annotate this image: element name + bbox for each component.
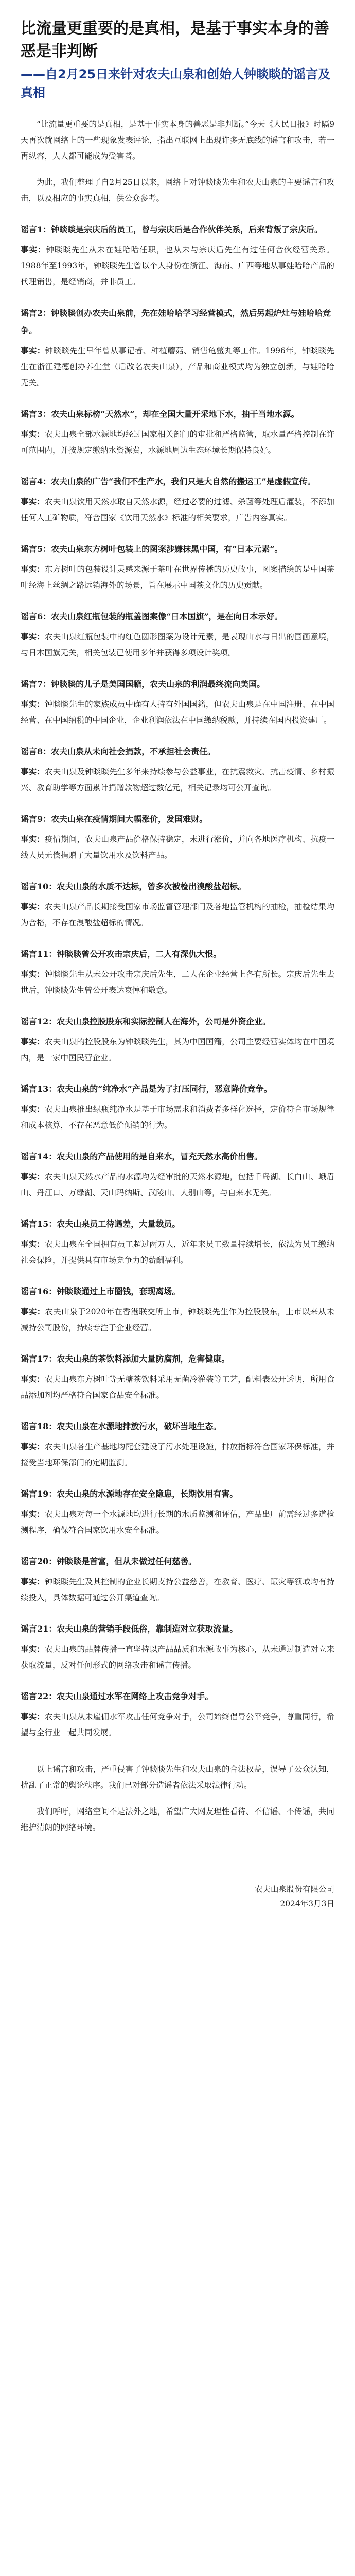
rumor-text: 农夫山泉的“纯净水”产品是为了打压同行，恶意降价竞争。 <box>57 1084 272 1094</box>
rumor-claim <box>21 1350 334 1368</box>
fact-statement <box>21 242 334 290</box>
rumor-claim <box>21 743 334 760</box>
rumor-label: 谣言20： <box>21 1556 57 1566</box>
rumor-item <box>21 1688 334 1741</box>
rumor-claim <box>21 540 334 558</box>
fact-text: 农夫山泉各生产基地均配套建设了污水处理设施，排放指标符合国家环保标准，并接受当地环保部门的定期监测。 <box>21 1442 334 1467</box>
fact-statement <box>21 1708 334 1741</box>
rumor-label: 谣言6： <box>21 612 51 621</box>
fact-label: 事实： <box>21 767 45 776</box>
rumor-claim <box>21 878 334 895</box>
rumor-item <box>21 675 334 728</box>
rumor-label: 谣言2： <box>21 308 51 318</box>
fact-text: 农夫山泉全部水源地均经过国家相关部门的审批和严格监管，取水量严格控制在许可范围内，并按规定缴纳水资源费，水源地周边生态环境长期保持良好。 <box>21 430 334 455</box>
rumor-label: 谣言10： <box>21 882 57 891</box>
closing-paragraph: 我们呼吁，网络空间不是法外之地，希望广大网友理性看待、不信谣、不传谣，共同维护清朗的网络环境。 <box>21 1807 334 1832</box>
intro-paragraph: 为此，我们整理了自2月25日以来，网络上对钟睒睒先生和农夫山泉的主要谣言和攻击，以及相应的事实真相，供公众参考。 <box>21 178 334 203</box>
rumor-text: 钟睒睒通过上市圈钱，套现离场。 <box>57 1286 181 1296</box>
rumor-label: 谣言3： <box>21 409 51 419</box>
rumor-text: 农夫山泉的营销手段低俗，靠制造对立获取流量。 <box>57 1624 238 1634</box>
rumor-label: 谣言18： <box>21 1421 57 1431</box>
rumor-claim <box>21 1620 334 1638</box>
rumor-item <box>21 608 334 661</box>
fact-label: 事实： <box>21 834 45 844</box>
rumor-label: 谣言4： <box>21 477 51 486</box>
article-subtitle: ——自2月25日来针对农夫山泉和创始人钟睒睒的谣言及真相 <box>21 67 331 100</box>
rumor-item <box>21 1283 334 1336</box>
fact-text: 农夫山泉的控股股东为钟睒睒先生，其为中国国籍，公司主要经营实体均在中国境内，是一家中国民营企业。 <box>21 1037 334 1062</box>
rumor-text: 农夫山泉的广告“我们不生产水，我们只是大自然的搬运工”是虚假宣传。 <box>51 477 316 486</box>
fact-text: 农夫山泉在全国拥有员工超过两万人，近年来员工数量持续增长，依法为员工缴纳社会保险，并提供具有市场竞争力的薪酬福利。 <box>21 1240 334 1265</box>
rumor-text: 农夫山泉从未向社会捐款，不承担社会责任。 <box>51 747 216 756</box>
fact-label: 事实： <box>21 902 45 911</box>
rumor-label: 谣言7： <box>21 679 51 689</box>
rumor-text: 农夫山泉东方树叶包装上的图案涉嫌抹黑中国，有“日本元素”。 <box>51 544 283 554</box>
rumor-label: 谣言5： <box>21 544 51 554</box>
fact-statement <box>21 1236 334 1268</box>
fact-label: 事实： <box>21 1104 45 1114</box>
rumor-label: 谣言8： <box>21 747 51 756</box>
rumor-label: 谣言14： <box>21 1151 57 1161</box>
fact-label: 事实： <box>21 1509 45 1519</box>
rumor-text: 钟睒睒是首富，但从未做过任何慈善。 <box>57 1556 197 1566</box>
fact-text: 农夫山泉东方树叶等无糖茶饮料采用无菌冷灌装等工艺，配料表公开透明，所用食品添加剂均严格符合国家食品安全标准。 <box>21 1375 334 1400</box>
fact-statement <box>21 494 334 526</box>
fact-statement <box>21 1303 334 1336</box>
fact-label: 事实： <box>21 699 45 709</box>
rumor-item <box>21 1620 334 1673</box>
rumor-item <box>21 810 334 863</box>
rumor-item <box>21 945 334 998</box>
rumor-text: 农夫山泉标榜“天然水”，却在全国大量开采地下水，抽干当地水源。 <box>51 409 299 419</box>
fact-text: 农夫山泉及钟睒睒先生多年来持续参与公益事业，在抗震救灾、抗击疫情、乡村振兴、教育助学等方面累计捐赠款物超过数亿元，相关记录均可公开查询。 <box>21 767 334 792</box>
rumor-claim <box>21 1080 334 1098</box>
fact-statement <box>21 343 334 391</box>
rumor-item <box>21 405 334 459</box>
intro-paragraph: “比流量更重要的是真相，是基于事实本身的善恶是非判断。”今天《人民日报》时隔9天再次就网络上的一些现象发表评论，指出互联网上出现许多无底线的谣言和攻击，若一再纵容，人人都可能成为受害者。 <box>21 120 334 161</box>
fact-statement <box>21 899 334 931</box>
rumor-claim <box>21 1148 334 1165</box>
rumor-claim <box>21 473 334 490</box>
fact-text: 农夫山泉对每一个水源地均进行长期的水质监测和评估，产品出厂前需经过多道检测程序，确保符合国家饮用水安全标准。 <box>21 1510 334 1535</box>
fact-statement <box>21 1573 334 1606</box>
fact-statement <box>21 426 334 459</box>
fact-text: 钟睒睒先生及其控制的企业长期支持公益慈善，在教育、医疗、赈灾等领域均有持续投入，具体数据可通过公开渠道查询。 <box>21 1577 334 1602</box>
fact-label: 事实： <box>21 1442 45 1451</box>
fact-text: 农夫山泉产品长期接受国家市场监督管理部门及各地监管机构的抽检，抽检结果均为合格，不存在溴酸盐超标的情况。 <box>21 902 334 927</box>
fact-label: 事实： <box>21 497 45 506</box>
fact-label: 事实： <box>21 1037 45 1046</box>
fact-statement <box>21 1101 334 1133</box>
rumor-text: 农夫山泉的产品使用的是自来水，冒充天然水高价出售。 <box>57 1151 263 1161</box>
fact-text: 钟睒睒先生早年曾从事记者、种植蘑菇、销售龟鳖丸等工作。1996年，钟睒睒先生在浙江建德创办养生堂（后改名农夫山泉），产品和商业模式均为独立创新，与娃哈哈无关。 <box>21 346 334 387</box>
fact-text: 钟睒睒先生从未公开攻击宗庆后先生，二人在企业经营上各有所长。宗庆后先生去世后，钟睒睒先生曾公开表达哀悼和敬意。 <box>21 970 334 995</box>
rumor-item <box>21 1418 334 1471</box>
rumor-label: 谣言21： <box>21 1624 57 1634</box>
rumor-claim <box>21 1485 334 1503</box>
rumor-item <box>21 540 334 594</box>
rumor-list <box>21 221 334 1741</box>
rumor-text: 钟睒睒是宗庆后的员工，曾与宗庆后是合作伙伴关系，后来背叛了宗庆后。 <box>51 225 323 234</box>
rumor-item <box>21 221 334 290</box>
fact-text: 农夫山泉于2020年在香港联交所上市，钟睒睒先生作为控股股东，上市以来从未减持公司股份，持续专注于企业经营。 <box>21 1307 334 1332</box>
rumor-label: 谣言13： <box>21 1084 57 1094</box>
fact-statement <box>21 1641 334 1673</box>
fact-text: 农夫山泉饮用天然水取自天然水源，经过必要的过滤、杀菌等处理后灌装，不添加任何人工矿物质，符合国家《饮用天然水》标准的相关要求，广告内容真实。 <box>21 497 334 522</box>
rumor-label: 谣言16： <box>21 1286 57 1296</box>
signature-block <box>21 1882 334 1911</box>
rumor-label: 谣言9： <box>21 814 51 824</box>
fact-statement <box>21 1033 334 1066</box>
fact-statement <box>21 1371 334 1403</box>
fact-statement <box>21 831 334 863</box>
rumor-text: 钟睒睒曾公开攻击宗庆后，二人有深仇大恨。 <box>57 949 222 959</box>
rumor-text: 农夫山泉在水源地排放污水，破坏当地生态。 <box>57 1421 222 1431</box>
rumor-claim <box>21 304 334 340</box>
fact-label: 事实： <box>21 1307 45 1316</box>
signature-date: 2024年3月3日 <box>280 1899 334 1908</box>
rumor-label: 谣言15： <box>21 1219 57 1229</box>
rumor-label: 谣言12： <box>21 1016 57 1026</box>
rumor-claim <box>21 405 334 423</box>
fact-label: 事实： <box>21 969 45 979</box>
rumor-claim <box>21 1418 334 1435</box>
rumor-text: 农夫山泉通过水军在网络上攻击竞争对手。 <box>57 1691 214 1701</box>
fact-label: 事实： <box>21 1374 45 1384</box>
fact-statement <box>21 1506 334 1538</box>
rumor-claim <box>21 1688 334 1705</box>
rumor-label: 谣言22： <box>21 1691 57 1701</box>
rumor-text: 农夫山泉的水源地存在安全隐患，长期饮用有害。 <box>57 1489 238 1499</box>
fact-label: 事实： <box>21 564 45 574</box>
fact-text: 钟睒睒先生的家族成员中确有人持有外国国籍，但农夫山泉是在中国注册、在中国经营、在中国纳税的中国企业，企业利润依法在中国缴纳税款，并持续在国内投资建厂。 <box>21 700 334 725</box>
fact-text: 农夫山泉推出绿瓶纯净水是基于市场需求和消费者多样化选择，定价符合市场规律和成本核算，不存在恶意低价倾销的行为。 <box>21 1105 334 1130</box>
rumor-text: 农夫山泉控股股东和实际控制人在海外，公司是外资企业。 <box>57 1016 271 1026</box>
rumor-claim <box>21 608 334 625</box>
fact-label: 事实： <box>21 429 45 439</box>
fact-label: 事实： <box>21 1711 45 1721</box>
rumor-item <box>21 1553 334 1606</box>
article-title: 比流量更重要的是真相，是基于事实本身的善恶是非判断 <box>21 20 329 60</box>
fact-statement <box>21 696 334 728</box>
closing-section <box>21 1761 334 1836</box>
fact-statement <box>21 561 334 594</box>
rumor-claim <box>21 1013 334 1030</box>
fact-statement <box>21 1438 334 1471</box>
rumor-claim <box>21 1215 334 1233</box>
fact-statement <box>21 1168 334 1201</box>
rumor-text: 农夫山泉的水质不达标，曾多次被检出溴酸盐超标。 <box>57 882 246 891</box>
rumor-claim <box>21 1283 334 1300</box>
rumor-label: 谣言17： <box>21 1354 57 1364</box>
rumor-claim <box>21 1553 334 1570</box>
fact-text: 钟睒睒先生从未在娃哈哈任职，也从未与宗庆后先生有过任何合伙经营关系。1988年至1993年，钟睒睒先生曾以个人身份在浙江、海南、广西等地从事娃哈哈产品的代理销售，是经销商，并非员工。 <box>21 245 334 286</box>
fact-label: 事实： <box>21 632 45 641</box>
fact-text: 农夫山泉的品牌传播一直坚持以产品品质和水源故事为核心，从未通过制造对立来获取流量，反对任何形式的网络攻击和谣言传播。 <box>21 1645 334 1670</box>
fact-text: 农夫山泉从未雇佣水军攻击任何竞争对手，公司始终倡导公平竞争，尊重同行，希望与全行业一起共同发展。 <box>21 1712 334 1737</box>
fact-text: 疫情期间，农夫山泉产品价格保持稳定，未进行涨价，并向各地医疗机构、抗疫一线人员无偿捐赠了大量饮用水及饮料产品。 <box>21 835 334 860</box>
rumor-item <box>21 473 334 526</box>
fact-label: 事实： <box>21 1577 45 1586</box>
fact-label: 事实： <box>21 1172 45 1181</box>
rumor-item <box>21 1080 334 1133</box>
rumor-item <box>21 1013 334 1066</box>
fact-text: 农夫山泉红瓶包装中的红色圆形图案为设计元素，是表现山水与日出的国画意境，与日本国旗无关，相关包装已使用多年并获得多项设计奖项。 <box>21 632 334 657</box>
fact-statement <box>21 764 334 796</box>
closing-paragraph: 以上谣言和攻击，严重侵害了钟睒睒先生和农夫山泉的合法权益，误导了公众认知，扰乱了正常的舆论秩序。我们已对部分造谣者依法采取法律行动。 <box>21 1765 334 1790</box>
fact-text: 农夫山泉天然水产品的水源均为经审批的天然水源地，包括千岛湖、长白山、峨眉山、丹江口、万绿湖、天山玛纳斯、武陵山、大别山等，与自来水无关。 <box>21 1172 334 1197</box>
rumor-text: 农夫山泉的茶饮料添加大量防腐剂，危害健康。 <box>57 1354 230 1364</box>
rumor-label: 谣言1： <box>21 225 51 234</box>
fact-label: 事实： <box>21 1239 45 1249</box>
fact-label: 事实： <box>21 1644 45 1654</box>
rumor-item <box>21 1215 334 1268</box>
rumor-text: 农夫山泉在疫情期间大幅涨价，发国难财。 <box>51 814 208 824</box>
fact-statement <box>21 966 334 998</box>
rumor-item <box>21 1350 334 1403</box>
rumor-claim <box>21 675 334 693</box>
fact-statement <box>21 629 334 661</box>
rumor-item <box>21 878 334 931</box>
rumor-item <box>21 304 334 391</box>
rumor-item <box>21 743 334 796</box>
rumor-claim <box>21 810 334 828</box>
rumor-text: 钟睒睒创办农夫山泉前，先在娃哈哈学习经营模式，然后另起炉灶与娃哈哈竞争。 <box>21 308 331 335</box>
intro-section <box>21 116 334 207</box>
rumor-text: 农夫山泉员工待遇差，大量裁员。 <box>57 1219 181 1229</box>
rumor-item <box>21 1485 334 1538</box>
rumor-text: 农夫山泉红瓶包装的瓶盖图案像“日本国旗”，是在向日本示好。 <box>51 612 283 621</box>
rumor-label: 谣言19： <box>21 1489 57 1499</box>
rumor-claim <box>21 221 334 239</box>
rumor-claim <box>21 945 334 963</box>
fact-text: 东方树叶的包装设计灵感来源于茶叶在世界传播的历史故事，图案描绘的是中国茶叶经海上丝绸之路远销海外的场景，旨在展示中国茶文化的历史贡献。 <box>21 565 334 590</box>
rumor-label: 谣言11： <box>21 949 57 959</box>
rumor-text: 钟睒睒的儿子是美国国籍，农夫山泉的利润最终流向美国。 <box>51 679 265 689</box>
rumor-item <box>21 1148 334 1201</box>
signature-org: 农夫山泉股份有限公司 <box>254 1885 334 1894</box>
fact-label: 事实： <box>21 245 46 255</box>
fact-label: 事实： <box>21 346 45 355</box>
